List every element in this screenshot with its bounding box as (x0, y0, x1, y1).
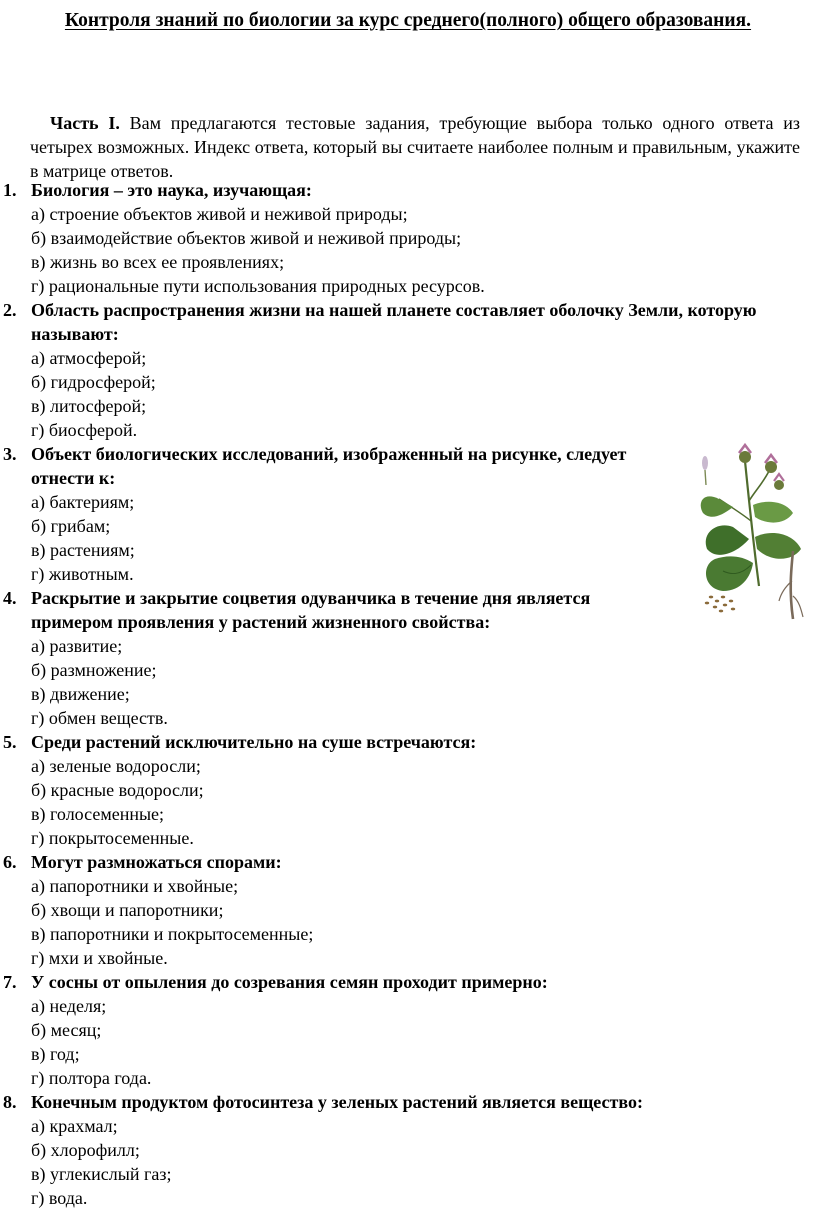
answer-option: г) рациональные пути использования природных ресурсов. (31, 276, 485, 296)
answer-option: б) грибам; (31, 516, 111, 536)
answer-option: г) биосферой. (31, 420, 138, 440)
answer-option: а) бактериям; (31, 492, 135, 512)
answer-option: б) красные водоросли; (31, 780, 204, 800)
answer-option: в) движение; (31, 684, 130, 704)
question-heading (0, 970, 816, 994)
answer-option: г) мхи и хвойные. (31, 948, 168, 968)
question-number: 5. (3, 732, 17, 752)
answer-option: г) покрытосеменные. (31, 828, 194, 848)
answer-option: г) вода. (31, 1188, 88, 1208)
document-title: Контроля знаний по биологии за курс среднего(полного) общего образования. (64, 10, 752, 31)
question-heading (0, 1090, 816, 1114)
question-heading (0, 850, 816, 874)
question-6 (0, 850, 816, 970)
answer-option: г) полтора года. (31, 1068, 152, 1088)
question-text: Раскрытие и закрытие соцветия одуванчика в течение дня является примером проявления у растений жизненного свойства: (31, 588, 591, 632)
intro-paragraph (30, 111, 800, 183)
answer-option: б) месяц; (31, 1020, 102, 1040)
question-text: Биология – это наука, изучающая: (31, 180, 312, 200)
part-label: Часть I. (50, 113, 120, 133)
question-text: Область распространения жизни на нашей планете составляет оболочку Земли, которую называют: (31, 300, 757, 344)
question-number: 1. (3, 180, 17, 200)
answer-option: б) хлорофилл; (31, 1140, 140, 1160)
answer-option: в) литосферой; (31, 396, 147, 416)
question-5 (0, 730, 816, 850)
question-text: Объект биологических исследований, изображенный на рисунке, следует отнести к: (31, 444, 627, 488)
question-number: 7. (3, 972, 17, 992)
answer-option: б) размножение; (31, 660, 157, 680)
question-heading (0, 730, 816, 754)
question-2 (0, 298, 816, 442)
answer-option: в) жизнь во всех ее проявлениях; (31, 252, 285, 272)
answer-option: а) неделя; (31, 996, 107, 1016)
answer-option: в) папоротники и покрытосеменные; (31, 924, 314, 944)
answer-option: а) папоротники и хвойные; (31, 876, 239, 896)
question-heading (0, 178, 816, 202)
answer-option: г) животным. (31, 564, 134, 584)
question-1 (0, 178, 816, 298)
answer-option: а) атмосферой; (31, 348, 147, 368)
questions-list (0, 178, 816, 1210)
question-8 (0, 1090, 816, 1210)
answer-option: в) углекислый газ; (31, 1164, 172, 1184)
question-number: 4. (3, 588, 17, 608)
question-text: Могут размножаться спорами: (31, 852, 282, 872)
question-text: У сосны от опыления до созревания семян проходит примерно: (31, 972, 548, 992)
answer-option: а) зеленые водоросли; (31, 756, 201, 776)
answer-option: а) крахмал; (31, 1116, 118, 1136)
question-text: Среди растений исключительно на суше встречаются: (31, 732, 477, 752)
burdock-plant-icon (693, 441, 808, 626)
question-number: 8. (3, 1092, 17, 1112)
answer-option: а) строение объектов живой и неживой природы; (31, 204, 408, 224)
question-heading (0, 298, 816, 346)
answer-option: в) год; (31, 1044, 80, 1064)
question-text: Конечным продуктом фотосинтеза у зеленых растений является вещество: (31, 1092, 643, 1112)
answer-option: б) хвощи и папоротники; (31, 900, 224, 920)
answer-option: а) развитие; (31, 636, 123, 656)
answer-option: б) гидросферой; (31, 372, 156, 392)
answer-option: в) растениям; (31, 540, 135, 560)
question-number: 6. (3, 852, 17, 872)
question-7 (0, 970, 816, 1090)
answer-option: б) взаимодействие объектов живой и неживой природы; (31, 228, 462, 248)
question-number: 2. (3, 300, 17, 320)
intro-text: Вам предлагаются тестовые задания, требующие выбора только одного ответа из четырех возможных. Индекс ответа, который вы считаете наиболее полным и правильным, укажите в матрице ответов. (30, 113, 800, 181)
answer-option: г) обмен веществ. (31, 708, 168, 728)
answer-option: в) голосеменные; (31, 804, 165, 824)
question-number: 3. (3, 444, 17, 464)
